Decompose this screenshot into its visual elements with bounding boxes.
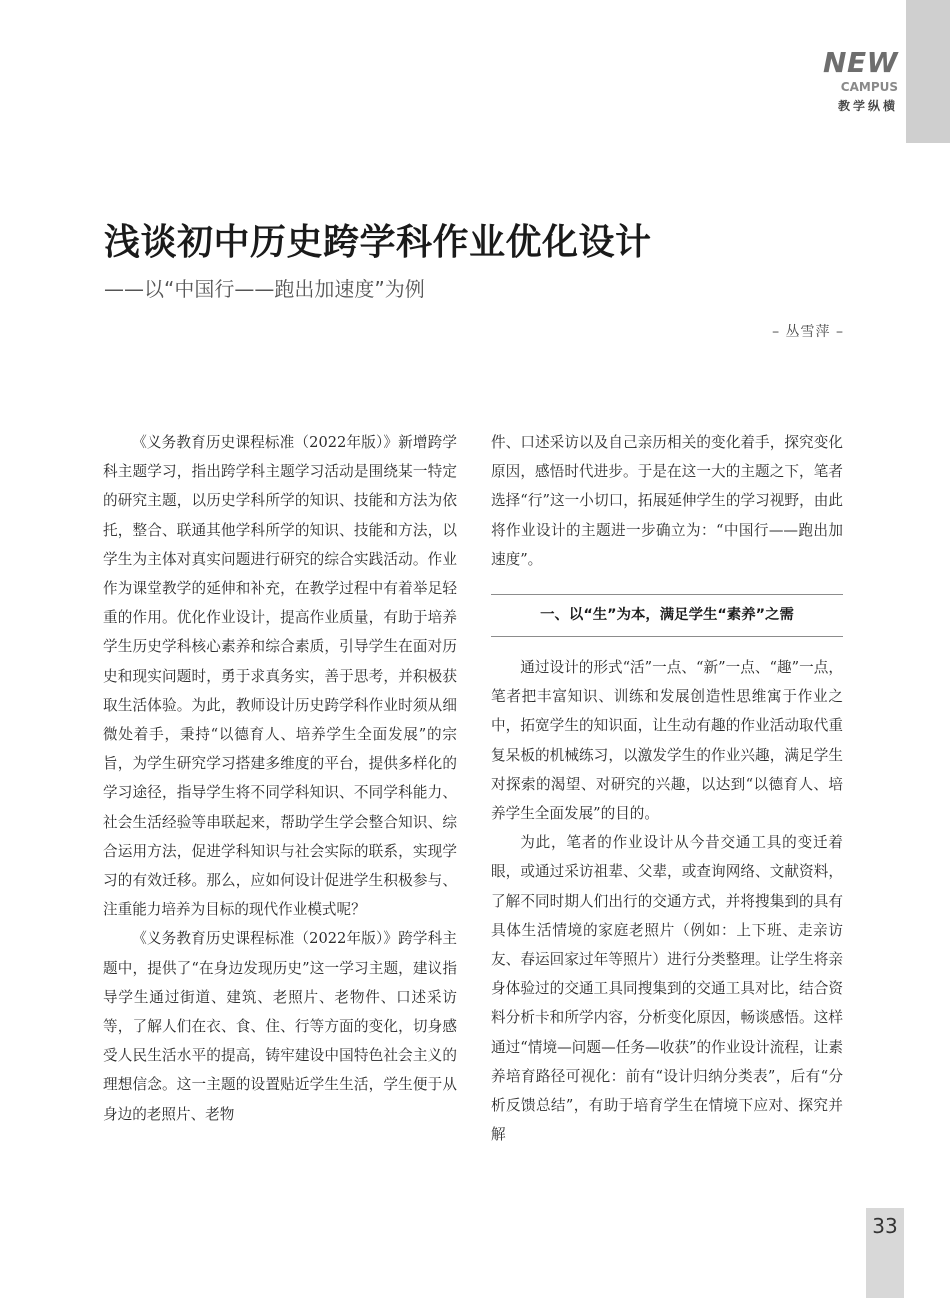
paragraph-continued: 件、口述采访以及自己亲历相关的变化着手，探究变化原因，感悟时代进步。于是在这一大的主题之下，笔者选择“行”这一小切口，拓展延伸学生的学习视野，由此将作业设计的主题进一步确立为：“中国行——跑出加速度”。	[491, 434, 843, 568]
paragraph: 《义务教育历史课程标准（2022年版）》新增跨学科主题学习，指出跨学科主题学习活动是围绕某一特定的研究主题，以历史学科所学的知识、技能和方法为依托，整合、联通其他学科所学的知识、技能和方法，以学生为主体对真实问题进行研究的综合实践活动。作业作为课堂教学的延伸和补充，在教学过程中有着举足轻重的作用。优化作业设计，提高作业质量，有助于培养学生历史学科核心素养和综合素质，引导学生在面对历史和现实问题时，勇于求真务实，善于思考，并积极获取生活体验。为此，教师设计历史跨学科作业时须从细微处着手，秉持“以德育人、培养学生全面发展”的宗旨，为学生研究学习搭建多维度的平台，提供多样化的学习途径，指导学生将不同学科知识、不同学科能力、社会生活经验等串联起来，帮助学生学会整合知识、综合运用方法，促进学科知识与社会实际的联系，实现学习的有效迁移。那么，应如何设计促进学生积极参与、注重能力培养为目标的现代作业模式呢？	[103, 434, 457, 919]
paragraph: 通过设计的形式“活”一点、“新”一点、“趣”一点，笔者把丰富知识、训练和发展创造性思维寓于作业之中，拓宽学生的知识面，让生动有趣的作业活动取代重复呆板的机械练习，以激发学生的作业兴趣，满足学生对探索的渴望、对研究的兴趣，以达到“以德育人、培养学生全面发展”的目的。	[491, 659, 843, 823]
article-title: 浅谈初中历史跨学科作业优化设计	[104, 221, 652, 263]
article-subtitle: ——以“中国行——跑出加速度”为例	[104, 277, 425, 301]
author-byline: – 丛雪萍 –	[772, 324, 844, 340]
header-gray-tab	[906, 0, 950, 143]
section-heading: 一、以“生”为本，满足学生“素养”之需	[491, 594, 843, 637]
brand-new-text: NEW	[823, 46, 898, 79]
paragraph: 《义务教育历史课程标准（2022年版）》跨学科主题中，提供了“在身边发现历史”这一学习主题，建议指导学生通过街道、建筑、老照片、老物件、口述采访等，了解人们在衣、食、住、行等方面的变化，切身感受人民生活水平的提高，铸牢建设中国特色社会主义的理想信念。这一主题的设置贴近学生生活，学生便于从身边的老照片、老物	[103, 930, 457, 1123]
right-column	[491, 428, 843, 1149]
page-number: 33	[872, 1214, 898, 1238]
magazine-brand	[778, 48, 898, 115]
left-column	[103, 428, 457, 1129]
brand-campus-text: CAMPUS	[840, 80, 898, 94]
paragraph: 为此，笔者的作业设计从今昔交通工具的变迁着眼，或通过采访祖辈、父辈，或查询网络、文献资料，了解不同时期人们出行的交通方式，并将搜集到的具有具体生活情境的家庭老照片（例如：上下班、走亲访友、春运回家过年等照片）进行分类整理。让学生将亲身体验过的交通工具同搜集到的交通工具对比，结合资料分析卡和所学内容，分析变化原因，畅谈感悟。这样通过“情境—问题—任务—收获”的作业设计流程，让素养培育路径可视化：前有“设计归纳分类表”，后有“分析反馈总结”，有助于培育学生在情境下应对、探究并解	[491, 834, 843, 1144]
column-name: 教学纵横	[837, 99, 898, 113]
